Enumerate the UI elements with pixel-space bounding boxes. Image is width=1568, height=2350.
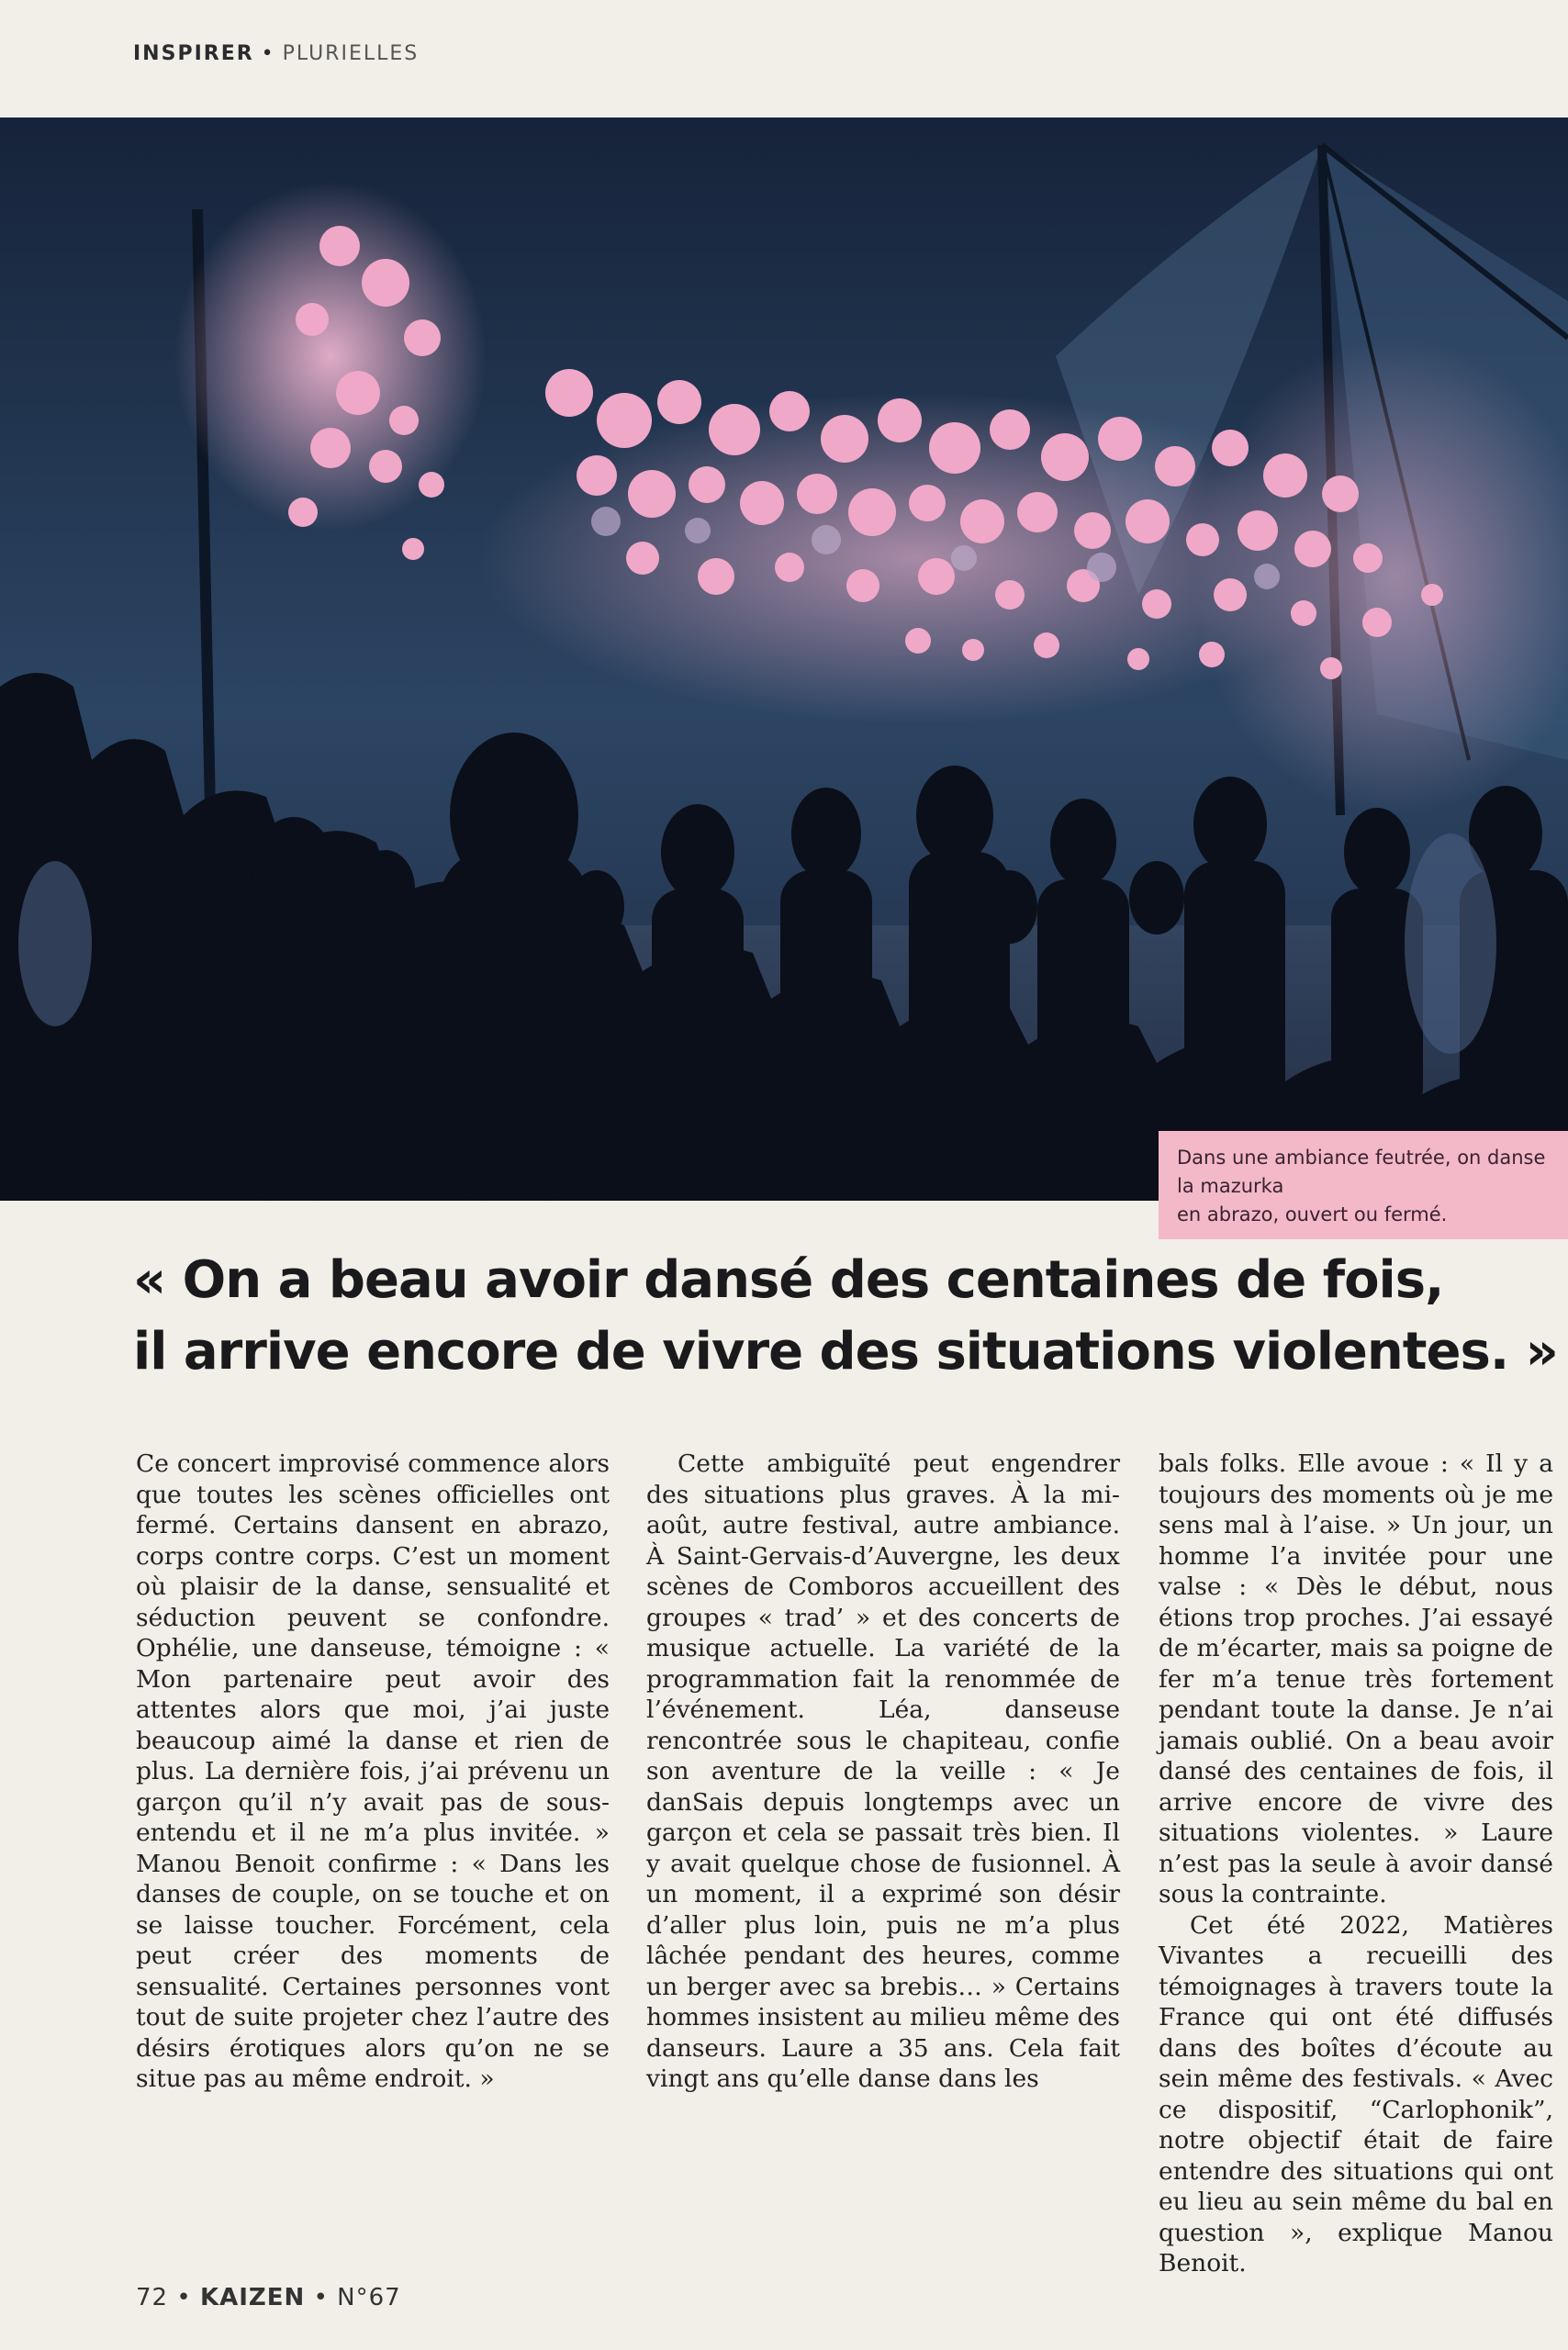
article-column-3 <box>1159 1449 1553 2279</box>
section-label: INSPIRER <box>133 42 254 65</box>
pull-quote-line-1: « On a beau avoir dansé des centaines de fois, <box>133 1250 1444 1310</box>
caption-line-2: en abrazo, ouvert ou fermé. <box>1177 1203 1448 1225</box>
concert-photo-illustration <box>0 118 1568 1201</box>
concert-photo <box>0 118 1568 1201</box>
page-number: 72 <box>136 2284 169 2311</box>
running-header <box>133 42 419 65</box>
magazine-name: KAIZEN <box>199 2284 306 2311</box>
column-3-paragraph-1: bals folks. Elle avoue : « Il y a toujours des moments où je me sens mal à l’aise. » Un jour, un homme l’a invitée pour une valse : « Dès le début, nous étions trop proches. J’ai essayé de m’écarter, mais sa poigne de fer m’a tenue très fortement pendant toute la danse. Je n’ai jamais oublié. On a beau avoir dansé des centaines de fois, il arrive encore de vivre des situations violentes. » Laure n’est pas la seule à avoir dansé sous la contrainte. <box>1159 1449 1553 1908</box>
subsection-label: PLURIELLES <box>282 42 420 65</box>
article-column-2 <box>646 1449 1120 2095</box>
article-column-1 <box>136 1449 610 2095</box>
photo-caption <box>1159 1131 1568 1239</box>
header-separator: • <box>261 42 275 65</box>
column-3-paragraph-2: Cet été 2022, Matières Vivantes a recueilli des témoignages à travers toute la France qui ont été diffusés dans des boîtes d’écoute au sein même des festivals. « Avec ce dispositif, “Carlophonik”, notre objectif était de faire entendre des situations qui ont eu lieu au sein même du bal en question », explique Manou Benoit. <box>1159 1910 1553 2277</box>
page-footer: 72 • KAIZEN • N°67 <box>136 2284 401 2311</box>
caption-line-1: Dans une ambiance feutrée, on danse la mazurka <box>1177 1147 1546 1197</box>
pull-quote <box>133 1245 1556 1388</box>
column-2-text: Cette ambiguïté peut engendrer des situations plus graves. À la mi-août, autre festival, autre ambiance. À Saint-Gervais-d’Auvergne, les deux scènes de Comboros accueillent des groupes « trad’ » et des concerts de musique actuelle. La variété de la programmation fait la renommée de l’événement. Léa, danseuse rencontrée sous le chapiteau, confie son aventure de la veille : « Je danSais depuis longtemps avec un garçon et cela se passait très bien. Il y avait quelque chose de fusionnel. À un moment, il a exprimé son désir d’aller plus loin, puis ne m’a plus lâchée pendant des heures, comme un berger avec sa brebis… » Certains hommes insistent au milieu même des danseurs. Laure a 35 ans. Cela fait vingt ans qu’elle danse dans les <box>646 1449 1120 2093</box>
column-1-text: Ce concert improvisé commence alors que toutes les scènes officielles ont fermé. Certains dansent en abrazo, corps contre corps. C’est un moment où plaisir de la danse, sensualité et séduction peuvent se confondre. Ophélie, une danseuse, témoigne : « Mon partenaire peut avoir des attentes alors que moi, j’ai juste beaucoup aimé la danse et rien de plus. La dernière fois, j’ai prévenu un garçon qu’il n’y avait pas de sous-entendu et il ne m’a plus invitée. » Manou Benoit confirme : « Dans les danses de couple, on se touche et on se laisse toucher. Forcément, cela peut créer des moments de sensualité. Certaines personnes vont tout de suite projeter chez l’autre des désirs érotiques alors qu’on ne se situe pas au même endroit. » <box>136 1449 610 2093</box>
pull-quote-line-2: il arrive encore de vivre des situations violentes. » <box>133 1322 1558 1382</box>
issue-number: N°67 <box>337 2284 401 2311</box>
